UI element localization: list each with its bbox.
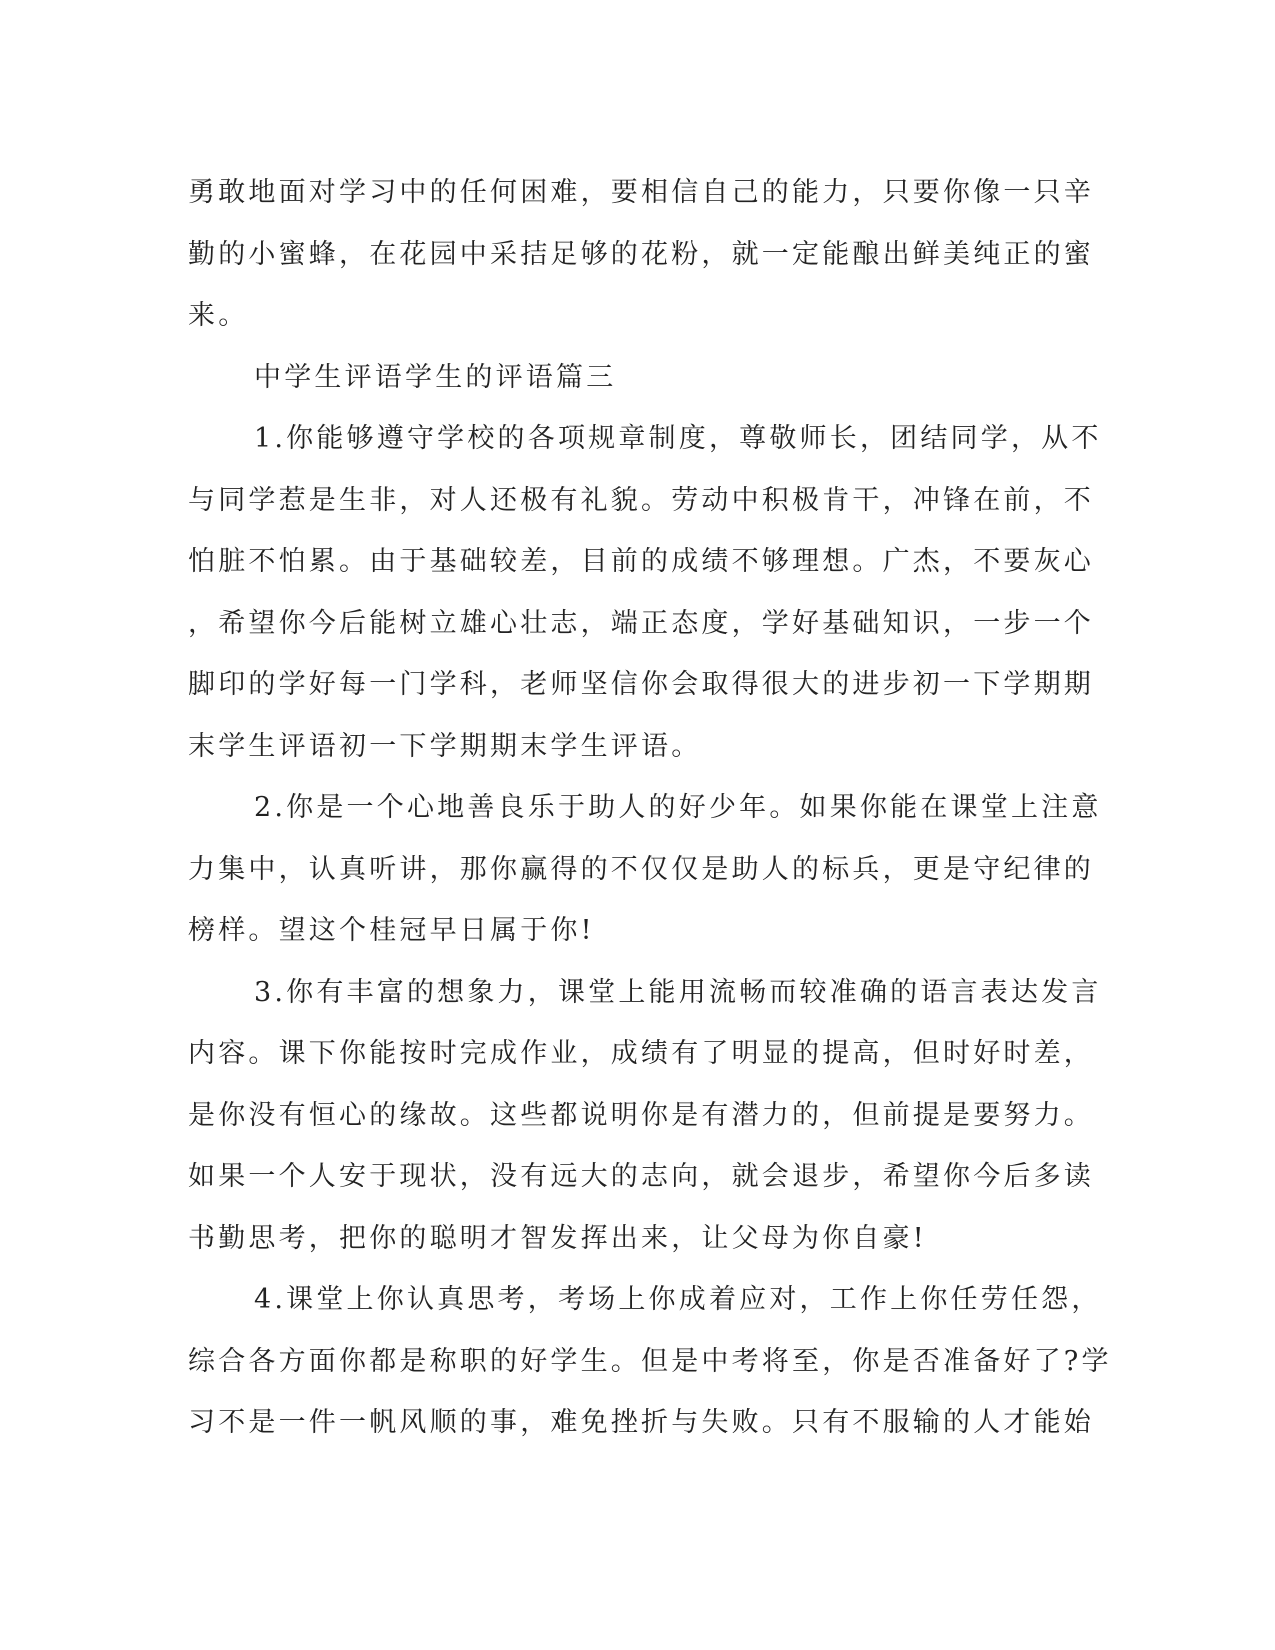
text-line-10: 末学生评语初一下学期期末学生评语。: [188, 730, 702, 762]
text-line-20: 综合各方面你都是称职的好学生。但是中考将至，你是否准备好了?学: [188, 1345, 1112, 1377]
text-line-1: 勇敢地面对学习中的任何困难，要相信自己的能力，只要你像一只辛: [188, 177, 1094, 208]
text-line-18: 书勤思考，把你的聪明才智发挥出来，让父母为你自豪!: [188, 1222, 927, 1254]
text-line-7: 怕脏不怕累。由于基础较差，目前的成绩不够理想。广杰，不要灰心: [188, 546, 1094, 577]
text-line-17: 如果一个人安于现状，没有远大的志向，就会退步，希望你今后多读: [188, 1161, 1094, 1192]
text-line-8: ，希望你今后能树立雄心壮志，端正态度，学好基础知识，一步一个: [188, 607, 1094, 639]
document-body: [188, 162, 1112, 1454]
text-line-13: 榜样。望这个桂冠早日属于你!: [188, 915, 595, 946]
text-line-2: 勤的小蜜蜂，在花园中采拮足够的花粉，就一定能酿出鲜美纯正的蜜: [188, 238, 1094, 270]
text-line-5: 1.你能够遵守学校的各项规章制度，尊敬师长，团结同学，从不: [254, 423, 1102, 454]
text-line-16: 是你没有恒心的缘故。这些都说明你是有潜力的，但前提是要努力。: [188, 1099, 1094, 1131]
text-line-3: 来。: [188, 300, 249, 331]
text-line-19: 4.课堂上你认真思考，考场上你成着应对，工作上你任劳任怨，: [254, 1284, 1102, 1315]
text-line-21: 习不是一件一帆风顺的事，难免挫折与失败。只有不服输的人才能始: [188, 1407, 1094, 1438]
text-line-15: 内容。课下你能按时完成作业，成绩有了明显的提高，但时好时差，: [188, 1038, 1094, 1069]
text-line-9: 脚印的学好每一门学科，老师坚信你会取得很大的进步初一下学期期: [188, 669, 1094, 700]
text-line-14: 3.你有丰富的想象力，课堂上能用流畅而较准确的语言表达发言: [254, 976, 1102, 1008]
text-line-12: 力集中，认真听讲，那你赢得的不仅仅是助人的标兵，更是守纪律的: [188, 853, 1094, 885]
text-line-11: 2.你是一个心地善良乐于助人的好少年。如果你能在课堂上注意: [254, 792, 1102, 823]
text-line-6: 与同学惹是生非，对人还极有礼貌。劳动中积极肯干，冲锋在前，不: [188, 484, 1094, 516]
section-heading: 中学生评语学生的评语篇三: [254, 361, 617, 393]
